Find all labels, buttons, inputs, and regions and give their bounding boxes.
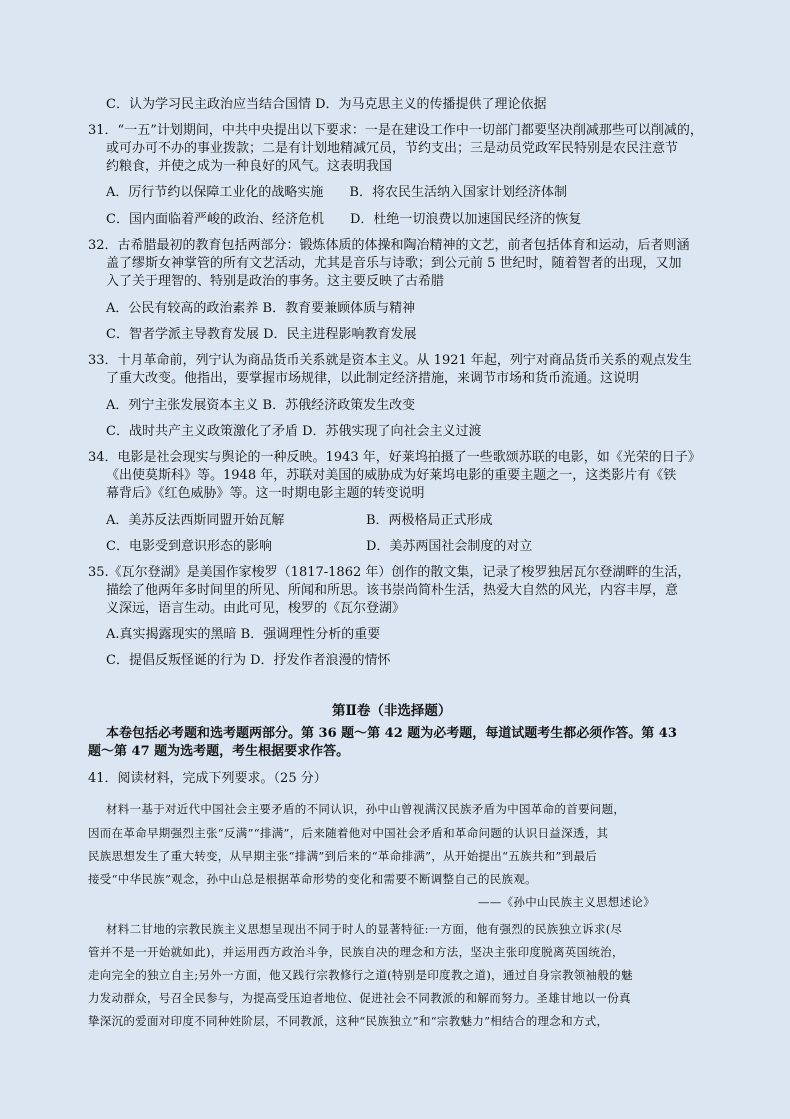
q32-option-c-d: C．智者学派主导教育发展 D．民主进程影响教育发展 [106,327,417,342]
q34-stem-line-1: 34．电影是社会现实与舆论的一种反映。1943 年，好莱坞拍摄了一些歌颂苏联的电影，如《光荣的日子》 [88,450,701,465]
q41-material2-line-2: 管并不是一开始就如此)，并运用西方政治斗争，民族自决的理念和方法，坚决主张印度脱离英国统治， [88,945,624,959]
part2-intro-line-1: 本卷包括必考题和选考题两部分。第 36 题～第 42 题为必考题，每道试题考生都必须作答。第 43 [106,726,677,741]
q34-option-c: C．电影受到意识形态的影响 [106,539,272,554]
q35-option-c-d: C．提倡反叛怪诞的行为 D．抒发作者浪漫的情怀 [106,653,391,668]
q31-stem-line-3: 约粮食，并使之成为一种良好的风气。这表明我国 [106,159,393,174]
q32-option-a-b: A．公民有较高的政治素养 B．教育要兼顾体质与精神 [106,301,416,316]
q41-material1-line-1: 材料一基于对近代中国社会主要矛盾的不同认识，孙中山曾视满汉民族矛盾为中国革命的首要问题， [106,802,626,816]
q41-material1-line-4: 接受“中华民族”观念，孙中山总是根据革命形势的变化和需要不断调整自己的民族观。 [88,872,537,886]
q41-material2-line-4: 力发动群众，号召全民参与，为提高受压迫者地位、促进社会不同教派的和解而努力。圣雄甘地以一份真 [88,991,631,1005]
q41-material2-line-5: 挚深沉的爱面对印度不同种姓阶层，不同教派，这种“民族独立”和“宗教魅力”相结合的理念和方式， [88,1014,609,1028]
q34-stem-line-3: 幕背后》《红色威胁》等。这一时期电影主题的转变说明 [106,486,425,501]
q41-source1: ——《孙中山民族主义思想述论》 [478,895,655,909]
part2-title: 第Ⅱ卷（非选择题） [332,703,452,719]
q30-option-c-d: C．认为学习民主政治应当结合国情 D．为马克思主义的传播提供了理论依据 [106,97,547,112]
q33-stem-line-2: 了重大改变。他指出，要掌握市场规律，以此制定经济措施，来调节市场和货币流通。这说明 [106,371,640,386]
q35-stem-line-2: 描绘了他两年多时间里的所见、所闻和所思。该书崇尚简朴生活，热爱大自然的风光，内容丰厚，意 [106,583,679,598]
part2-intro-line-2: 题～第 47 题为选考题，考生根据要求作答。 [88,744,350,759]
q34-stem-line-2: 《出使莫斯科》等。1948 年，苏联对美国的威胁成为好莱坞电影的重要主题之一，这类影片有《铁 [106,468,677,483]
q32-stem-line-2: 盖了缪斯女神掌管的所有文艺活动，尤其是音乐与诗歌；到公元前 5 世纪时，随着智者的出现，又加 [106,256,682,271]
q31-option-c-d: C．国内面临着严峻的政治、经济危机 D．杜绝一切浪费以加速国民经济的恢复 [106,212,582,227]
q35-stem-line-3: 义深远，语言生动。由此可见，梭罗的《瓦尔登湖》 [106,601,406,616]
q41-material2-line-1: 材料二甘地的宗教民族主义思想呈现出不同于时人的显著特征:一方面，他有强烈的民族独立诉求(尽 [106,922,623,936]
q41-stem: 41．阅读材料，完成下列要求。（25 分） [88,771,327,786]
q35-option-a-b: A.真实揭露现实的黑暗 B．强调理性分析的重要 [106,627,381,642]
q31-stem-line-1: 31．“一五”计划期间，中共中央提出以下要求：一是在建设工作中一切部门都要坚决削减那些可以削减的， [88,123,703,138]
q34-option-b: B．两极格局正式形成 [366,513,493,528]
q34-option-a: A．美苏反法西斯同盟开始瓦解 [106,513,285,528]
q32-stem-line-3: 入了关于理智的、特别是政治的事务。这主要反映了古希腊 [106,274,445,289]
q35-stem-line-1: 35.《瓦尔登湖》是美国作家梭罗（1817-1862 年）创作的散文集，记录了梭罗独居瓦尔登湖畔的生活， [88,565,691,580]
q32-stem-line-1: 32．古希腊最初的教育包括两部分：锻炼体质的体操和陶冶精神的文艺，前者包括体育和运动，后者则涵 [88,238,690,253]
q41-material1-line-3: 民族思想发生了重大转变，从早期主张“排满”到后来的“革命排满”，从开始提出“五族共和”到最后 [88,849,598,863]
q33-stem-line-1: 33．十月革命前，列宁认为商品货币关系就是资本主义。从 1921 年起，列宁对商品货币关系的观点发生 [88,353,692,368]
q33-option-c-d: C．战时共产主义政策激化了矛盾 D．苏俄实现了向社会主义过渡 [106,424,482,439]
q41-material2-line-3: 走向完全的独立自主;另外一方面，他又践行宗教修行之道(特别是印度教之道)，通过自身宗教领袖般的魅 [88,968,633,982]
q31-stem-line-2: 或可办可不办的事业拨款；二是有计划地精减冗员，节约支出；三是动员党政军民特别是农民注意节 [106,141,679,156]
q34-option-d: D．美苏两国社会制度的对立 [366,539,533,554]
q31-option-a-b: A．厉行节约以保障工业化的战略实施 B．将农民生活纳入国家计划经济体制 [106,185,567,200]
q33-option-a-b: A．列宁主张发展资本主义 B．苏俄经济政策发生改变 [106,398,416,413]
q41-material1-line-2: 因而在革命早期强烈主张“反满”“排满”，后来随着他对中国社会矛盾和革命问题的认识日益深透，其 [88,826,609,840]
